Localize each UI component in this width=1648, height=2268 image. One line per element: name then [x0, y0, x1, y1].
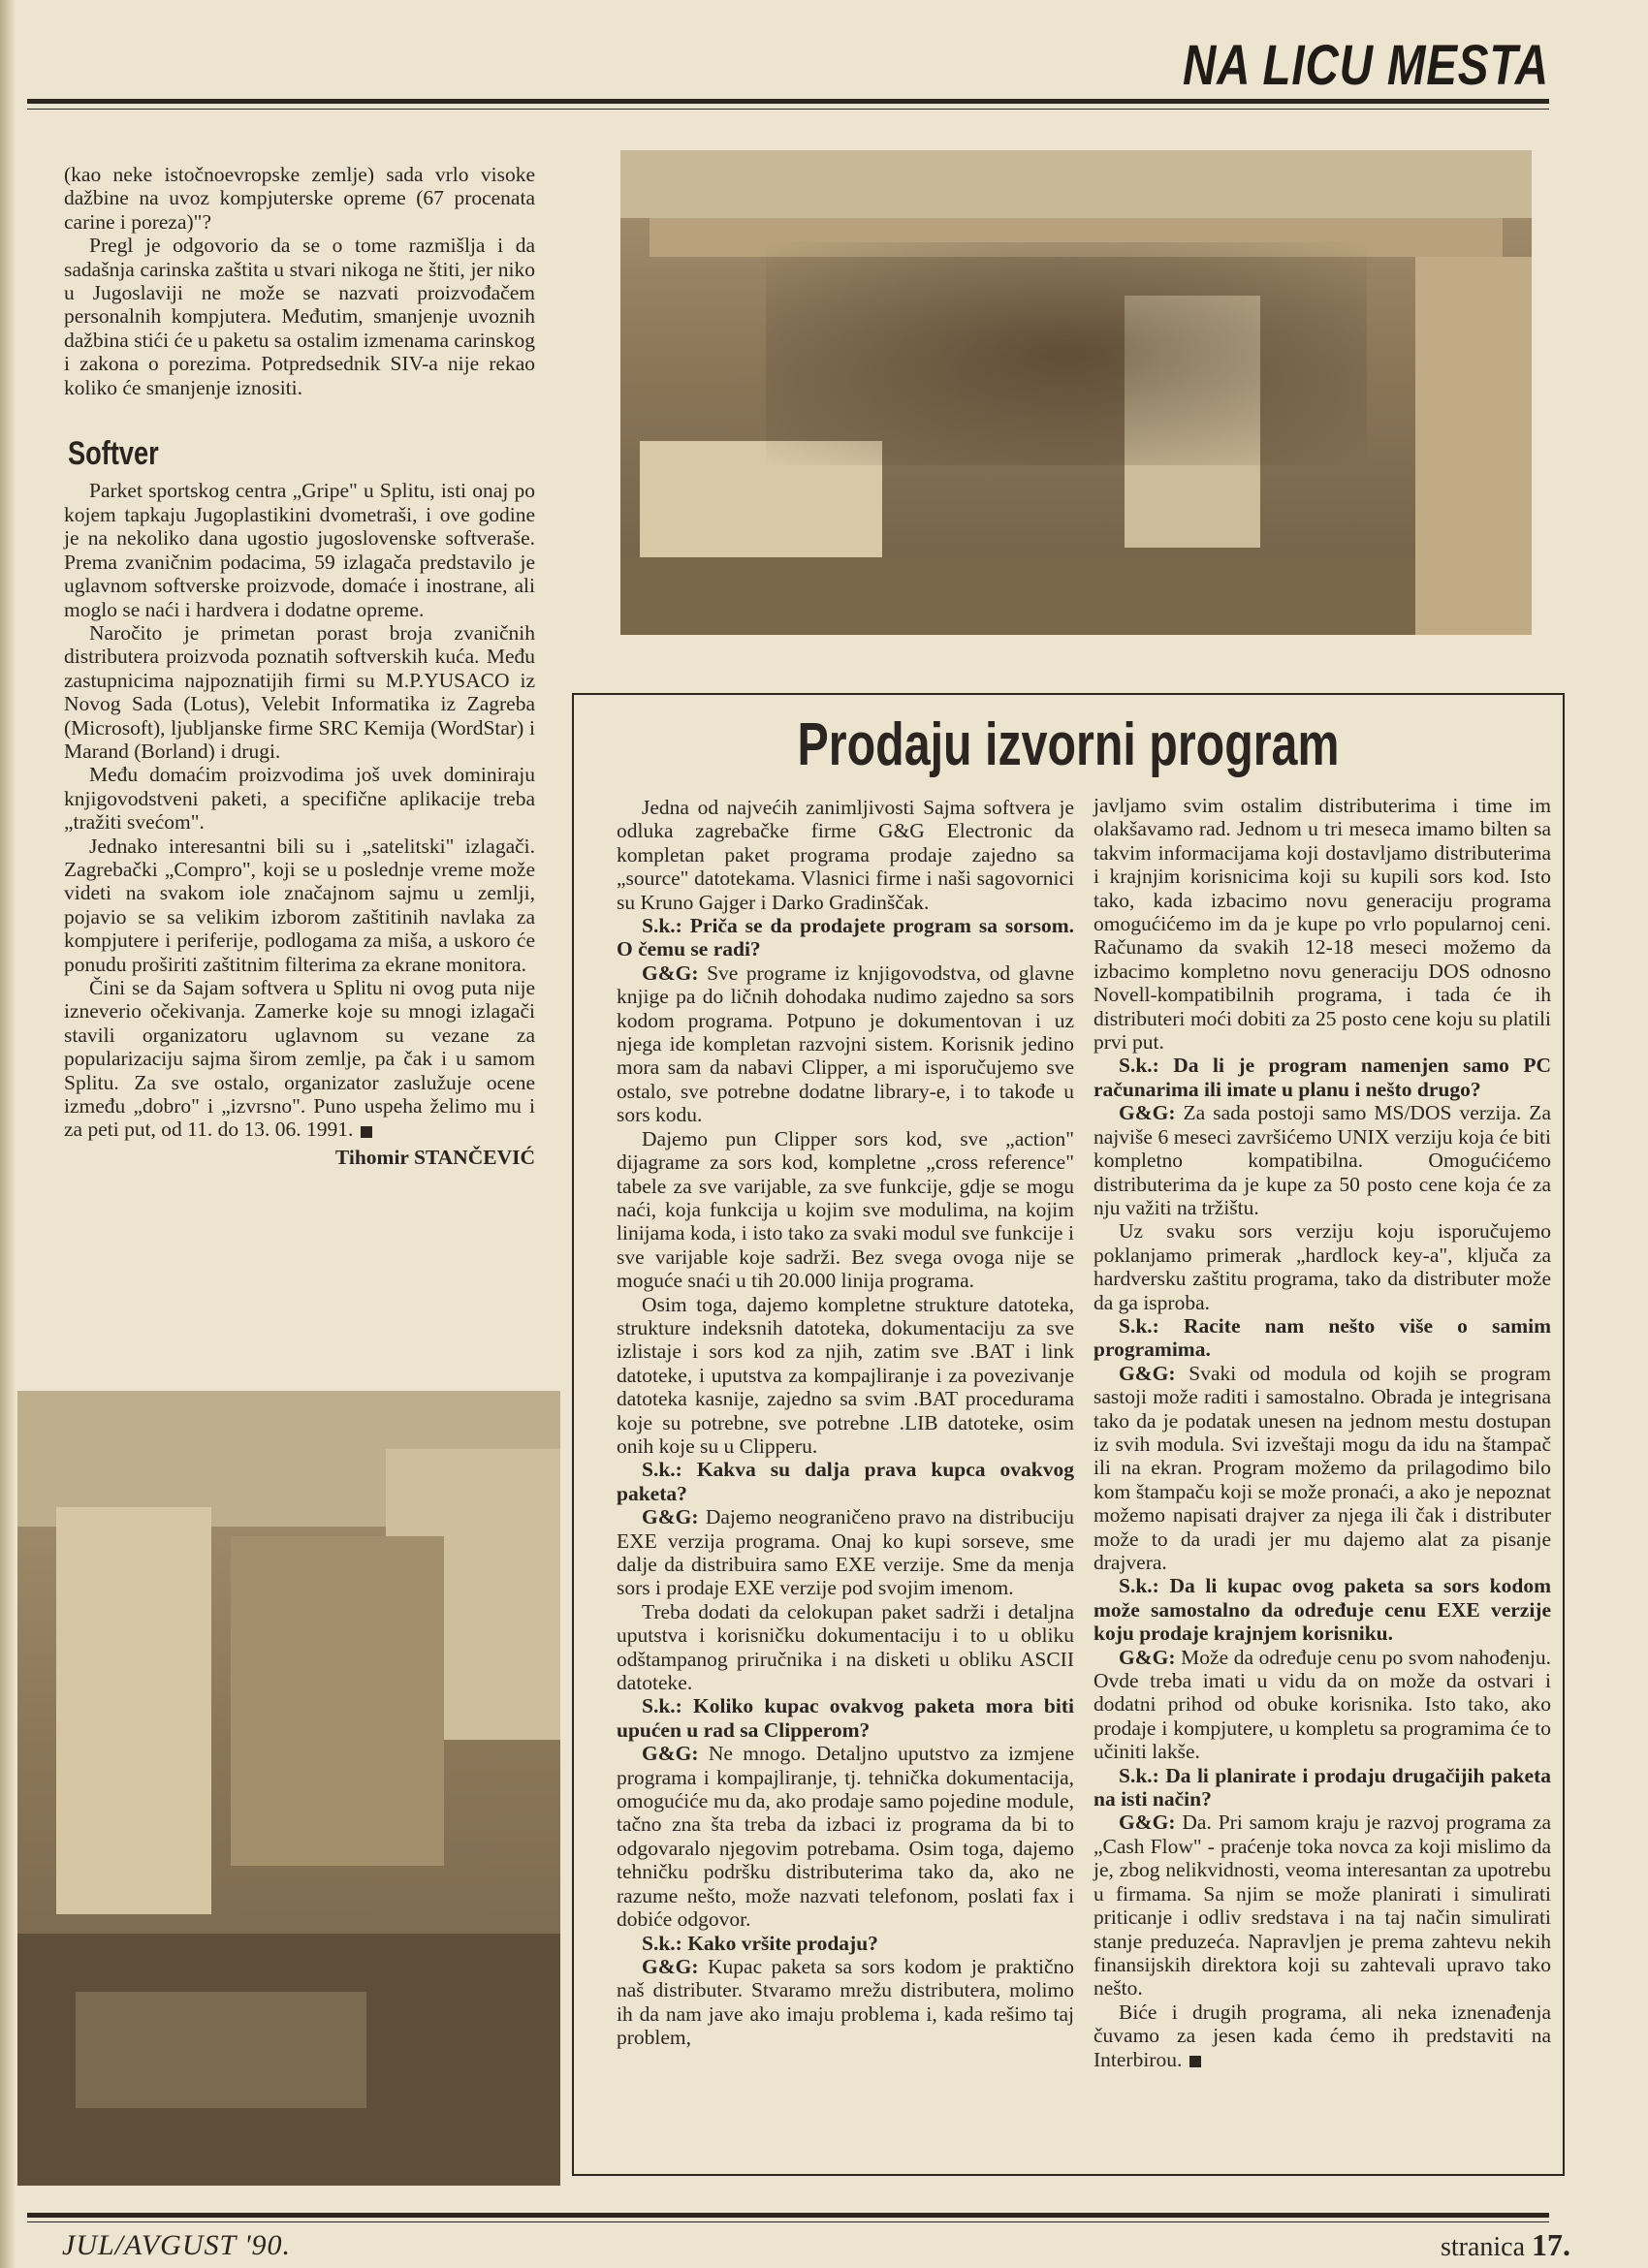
subheading-softver: Softver	[68, 435, 159, 473]
box-column-2	[1093, 794, 1551, 2071]
page-number-block	[1441, 2227, 1570, 2263]
box-column-1	[617, 796, 1074, 2050]
paragraph: Osim toga, dajemo kompletne strukture datoteka, strukture indeksnih datoteka, dokumentaciju za sve izlistaje i sors kod za njih, zatim sve .BAT i link datoteke, i uputstva za kompajliranje i za povezivanje datoteka kasnije, zajedno sa svim .BAT procedurama koje su potrebne, sve potrebne .LIB datoteke, osim onih koje su u Clipperu.	[617, 1292, 1074, 1458]
paragraph: javljamo svim ostalim distributerima i time im olakšavamo rad. Jednom u tri meseca imamo bilten sa takvim informacijama koji dostavljamo distributerima i krajnjim korisnicima koji su kupili sors kod. Isto tako, kada izbacimo novu generaciju programa omogućićemo im da je kupe po vrlo popularnoj ceni. Računamo da svakih 12-18 meseci možemo da izbacimo kompletno novu generaciju DOS odnosno Novell-kompatibilnih programa, i tada će ih distributeri moći dobiti za 25 posto cene koju su platili prvi put.	[1093, 794, 1551, 1055]
answer-speaker: G&G:	[642, 1742, 699, 1766]
answer-speaker: G&G:	[642, 961, 699, 985]
paragraph-text: Čini se da Sajam softvera u Splitu ni ovog puta nije izneverio očekivanja. Zamerke koje su mnogi izlagači stavili organizatoru uglavnom su vezane za popularizaciju sajma širom zemlje, pa čak i u samom Splitu. Za sve ostalo, organizator zaslužuje ocene između „dobro" i „izvrsno". Puno uspeha želimo mu i za peti put, od 11. do 13. 06. 1991.	[64, 976, 535, 1142]
answer	[617, 1505, 1074, 1600]
interview-box	[572, 693, 1565, 2176]
answer-text: Sve programe iz knjigovodstva, od glavne knjige pa do ličnih dohodaka nudimo zajedno sa sors kodom programa. Potpuno je dokumentovan i uz njega ide kompletan razvojni sistem. Korisnik jedino mora sam da nabavi Clipper, a mi isporučujemo sve ostalo, sve potrebne dodatne library-e, i to takođe u sors kodu.	[617, 961, 1074, 1127]
question: S.k.: Kakva su dalja prava kupca ovakvog paketa?	[617, 1458, 1074, 1505]
photo-fair-exhibitors	[17, 1391, 560, 2186]
answer	[1093, 1362, 1551, 1575]
answer-text: Ne mnogo. Detaljno uputstvo za izmjene programa i kompajliranje, tj. tehnička dokumentacija, omogućiće mu da, ako prodaje samo pojedine module, tačno zna šta treba da izbaci iz programa da bi to odgovaralo njegovim potrebama. Osim toga, dajemo tehničku podršku distributerima tako da, ako ne razume nešto, može nazvati telefonom, poslati fax i dobiće odgovor.	[617, 1742, 1074, 1932]
question: S.k.: Priča se da prodajete program sa sorsom. O čemu se radi?	[617, 914, 1074, 961]
issue-date: JUL/AVGUST '90.	[62, 2229, 292, 2261]
end-mark-icon	[1189, 2056, 1201, 2067]
paragraph: Naročito je primetan porast broja zvaničnih distributera proizvoda poznatih softverskih kuća. Među zastupnicima najpoznatijih firmi su M.P.YUSACO iz Novog Sada (Lotus), Velebit Informatika iz Zagreba (Microsoft), ljubljanske firme SRC Kemija (WordStar) i Marand (Borland) i drugi.	[64, 620, 535, 763]
answer-text: Da. Pri samom kraju je razvoj programa za „Cash Flow" - praćenje toka novca za koji mislimo da je, zbog nelikvidnosti, veoma interesantan za upotrebu u firmama. Sa njim se može planirati i simulirati priticanje i odliv sredstava i na taj način simulirati stanje preduzeća. Napravljen je prema zahtevu nekih finansijskih direktora koji su zahtevali upravo tako nešto.	[1093, 1811, 1551, 2000]
answer	[617, 961, 1074, 1127]
paragraph: Parket sportskog centra „Gripe" u Splitu, isti onaj po kojem tapkaju Jugoplastikini dvometraši, i ove godine je na nekoliko dana ugostio jugoslovenske softveraše. Prema zvaničnim podacima, 59 izlagača predstavilo je uglavnom softverske proizvode, domaće i inostrane, ali moglo se naći i hardvera i dodatne opreme.	[64, 479, 535, 621]
page-spine-shadow	[0, 0, 16, 2268]
answer-speaker: G&G:	[1119, 1811, 1176, 1835]
header-rule	[27, 99, 1549, 104]
end-mark-icon	[361, 1126, 372, 1138]
left-column	[64, 163, 535, 1169]
page-label: stranica	[1440, 2232, 1525, 2262]
box-headline: Prodaju izvorni program	[797, 711, 1340, 778]
question: S.k.: Kako vršite prodaju?	[642, 1931, 878, 1955]
answer-speaker: G&G:	[1119, 1101, 1176, 1125]
paragraph: (kao neke istočnoevropske zemlje) sada vrlo visoke dažbine na uvoz kompjuterske opreme (67 procenata carine i poreza)"?	[64, 163, 535, 234]
section-title: NA LICU MESTA	[1183, 34, 1549, 97]
paragraph: Pregl je odgovorio da se o tome razmišlja i da sadašnja carinska zaštita u stvari nikoga ne štiti, jer niko u Jugoslaviji ne može se nazvati proizvođačem personalnih kompjutera. Međutim, smanjenje uvoznih dažbina stići će u paketu sa ostalim izmenama carinskog i zakona o porezima. Potpredsednik SIV-a nije rekao koliko će smanjenje iznositi.	[64, 234, 535, 399]
paragraph: Jednako interesantni bili su i „satelitski" izlagači. Zagrebački „Compro", koji se u poslednje vreme može videti na svakom iole značajnom sajmu u zemlji, pojavio se sa velikim izborom zaštitinih navlaka za kompjutere i periferije, podlogama za miša, a uskoro će ponudu proširiti zaštitnim filterima za ekrane monitora.	[64, 834, 535, 976]
paragraph: Jedna od najvećih zanimljivosti Sajma softvera je odluka zagrebačke firme G&G Electronic da kompletan paket programa prodaje zajedno sa „source" datotekama. Vlasnici firme i naši sagovornici su Kruno Gajger i Darko Gradinščak.	[617, 796, 1074, 914]
answer	[617, 1955, 1074, 2050]
paragraph: Među domaćim proizvodima još uvek dominiraju knjigovodstveni paketi, a specifične aplikacije treba „tražiti svećom".	[64, 763, 535, 835]
paragraph: Dajemo pun Clipper sors kod, sve „action" dijagrame za sors kod, kompletne „cross reference" tabele za sve varijable, za sve funkcije, gdje se mogu naći, koja funkcija u kojim sve modulima, na kojim linijama koda, i isto tako za svaki modul sve funkcije i sve varijable koje sadrži. Bez svega ovoga nije se moguće snaći u tih 20.000 linija programa.	[617, 1126, 1074, 1293]
answer	[1093, 1646, 1551, 1764]
footer-rule-thin	[27, 2221, 1549, 2222]
answer-text: Za sada postoji samo MS/DOS verzija. Za najviše 6 meseci završićemo UNIX verziju koja će biti kompletno kompatibilna. Omogućićemo distributerima da je kupe za 50 posto cene koja će za nju važiti na tržištu.	[1093, 1101, 1551, 1219]
paragraph	[1093, 2000, 1551, 2071]
question: S.k.: Racite nam nešto više o samim programima.	[1093, 1313, 1551, 1362]
byline: Tihomir STANČEVIĆ	[334, 1145, 535, 1169]
answer-speaker: G&G:	[1119, 1361, 1176, 1385]
footer-rule	[27, 2213, 1549, 2218]
answer-speaker: G&G:	[642, 1505, 699, 1529]
photo-fair-visitors	[620, 150, 1532, 635]
question: S.k.: Da li planirate i prodaju drugačijih paketa na isti način?	[1093, 1763, 1551, 1811]
answer-text: Kupac paketa sa sors kodom je praktično naš distributer. Stvaramo mrežu distributera, molimo ih da nam jave ako imaju problema i, kada rešimo taj problem,	[617, 1954, 1074, 2050]
answer	[617, 1742, 1074, 1931]
page-number: 17.	[1532, 2227, 1570, 2262]
answer	[1093, 1101, 1551, 1219]
question: S.k.: Da li je program namenjen samo PC računarima ili imate u planu i nešto drugo?	[1093, 1054, 1551, 1101]
header-rule-thin	[27, 109, 1549, 110]
answer-text: Dajemo neograničeno pravo na distribuciju EXE verzija programa. Onaj ko kupi sorseve, sme dalje da distribuira samo EXE verzije. Sme da menja sors i prodaje EXE verzije pod svojim imenom.	[617, 1505, 1074, 1600]
paragraph-text: Biće i drugih programa, ali neka iznenađenja čuvamo za jesen kada ćemo ih predstaviti na Interbirou.	[1093, 2000, 1551, 2071]
answer-speaker: G&G:	[1119, 1645, 1176, 1669]
answer-text: Može da određuje cenu po svom nahođenju. Ovde treba imati u vidu da on može da ostvari i dodatni prihod od obuke korisnika. Isto tako, ako prodaje i kompjutere, u kompletu sa programima će to učiniti lakše.	[1093, 1645, 1551, 1764]
paragraph	[64, 976, 535, 1142]
paragraph: Uz svaku sors verziju koju isporučujemo poklanjamo primerak „hardlock key-a", ključa za hardversku zaštitu programa, tako da distributer može da ga isproba.	[1093, 1219, 1551, 1314]
paragraph: Treba dodati da celokupan paket sadrži i detaljna uputstva i korisničku dokumentaciju i to u obliku odštampanog priručnika i na disketi u obliku ASCII datoteke.	[617, 1599, 1074, 1695]
answer-text: Svaki od modula od kojih se program sastoji može raditi i samostalno. Obrada je integrisana tako da je podatak unesen na jednom mestu dostupan iz svih modula. Svi izveštaji mogu da idu na štampač ili na ekran. Program možemo da prilagodimo bilo kom štampaču koji se može pronaći, a ako je nepoznat možemo napisati drajver za njega ili čak i distributer može to da uradi jer mu dajemo alat za pisanje drajvera.	[1093, 1361, 1551, 1574]
question: S.k.: Koliko kupac ovakvog paketa mora biti upućen u rad sa Clipperom?	[617, 1694, 1074, 1742]
answer-speaker: G&G:	[642, 1954, 699, 1978]
question: S.k.: Da li kupac ovog paketa sa sors kodom može samostalno da određuje cenu EXE verzije koju prodaje krajnjem korisniku.	[1093, 1574, 1551, 1646]
answer	[1093, 1811, 1551, 2000]
